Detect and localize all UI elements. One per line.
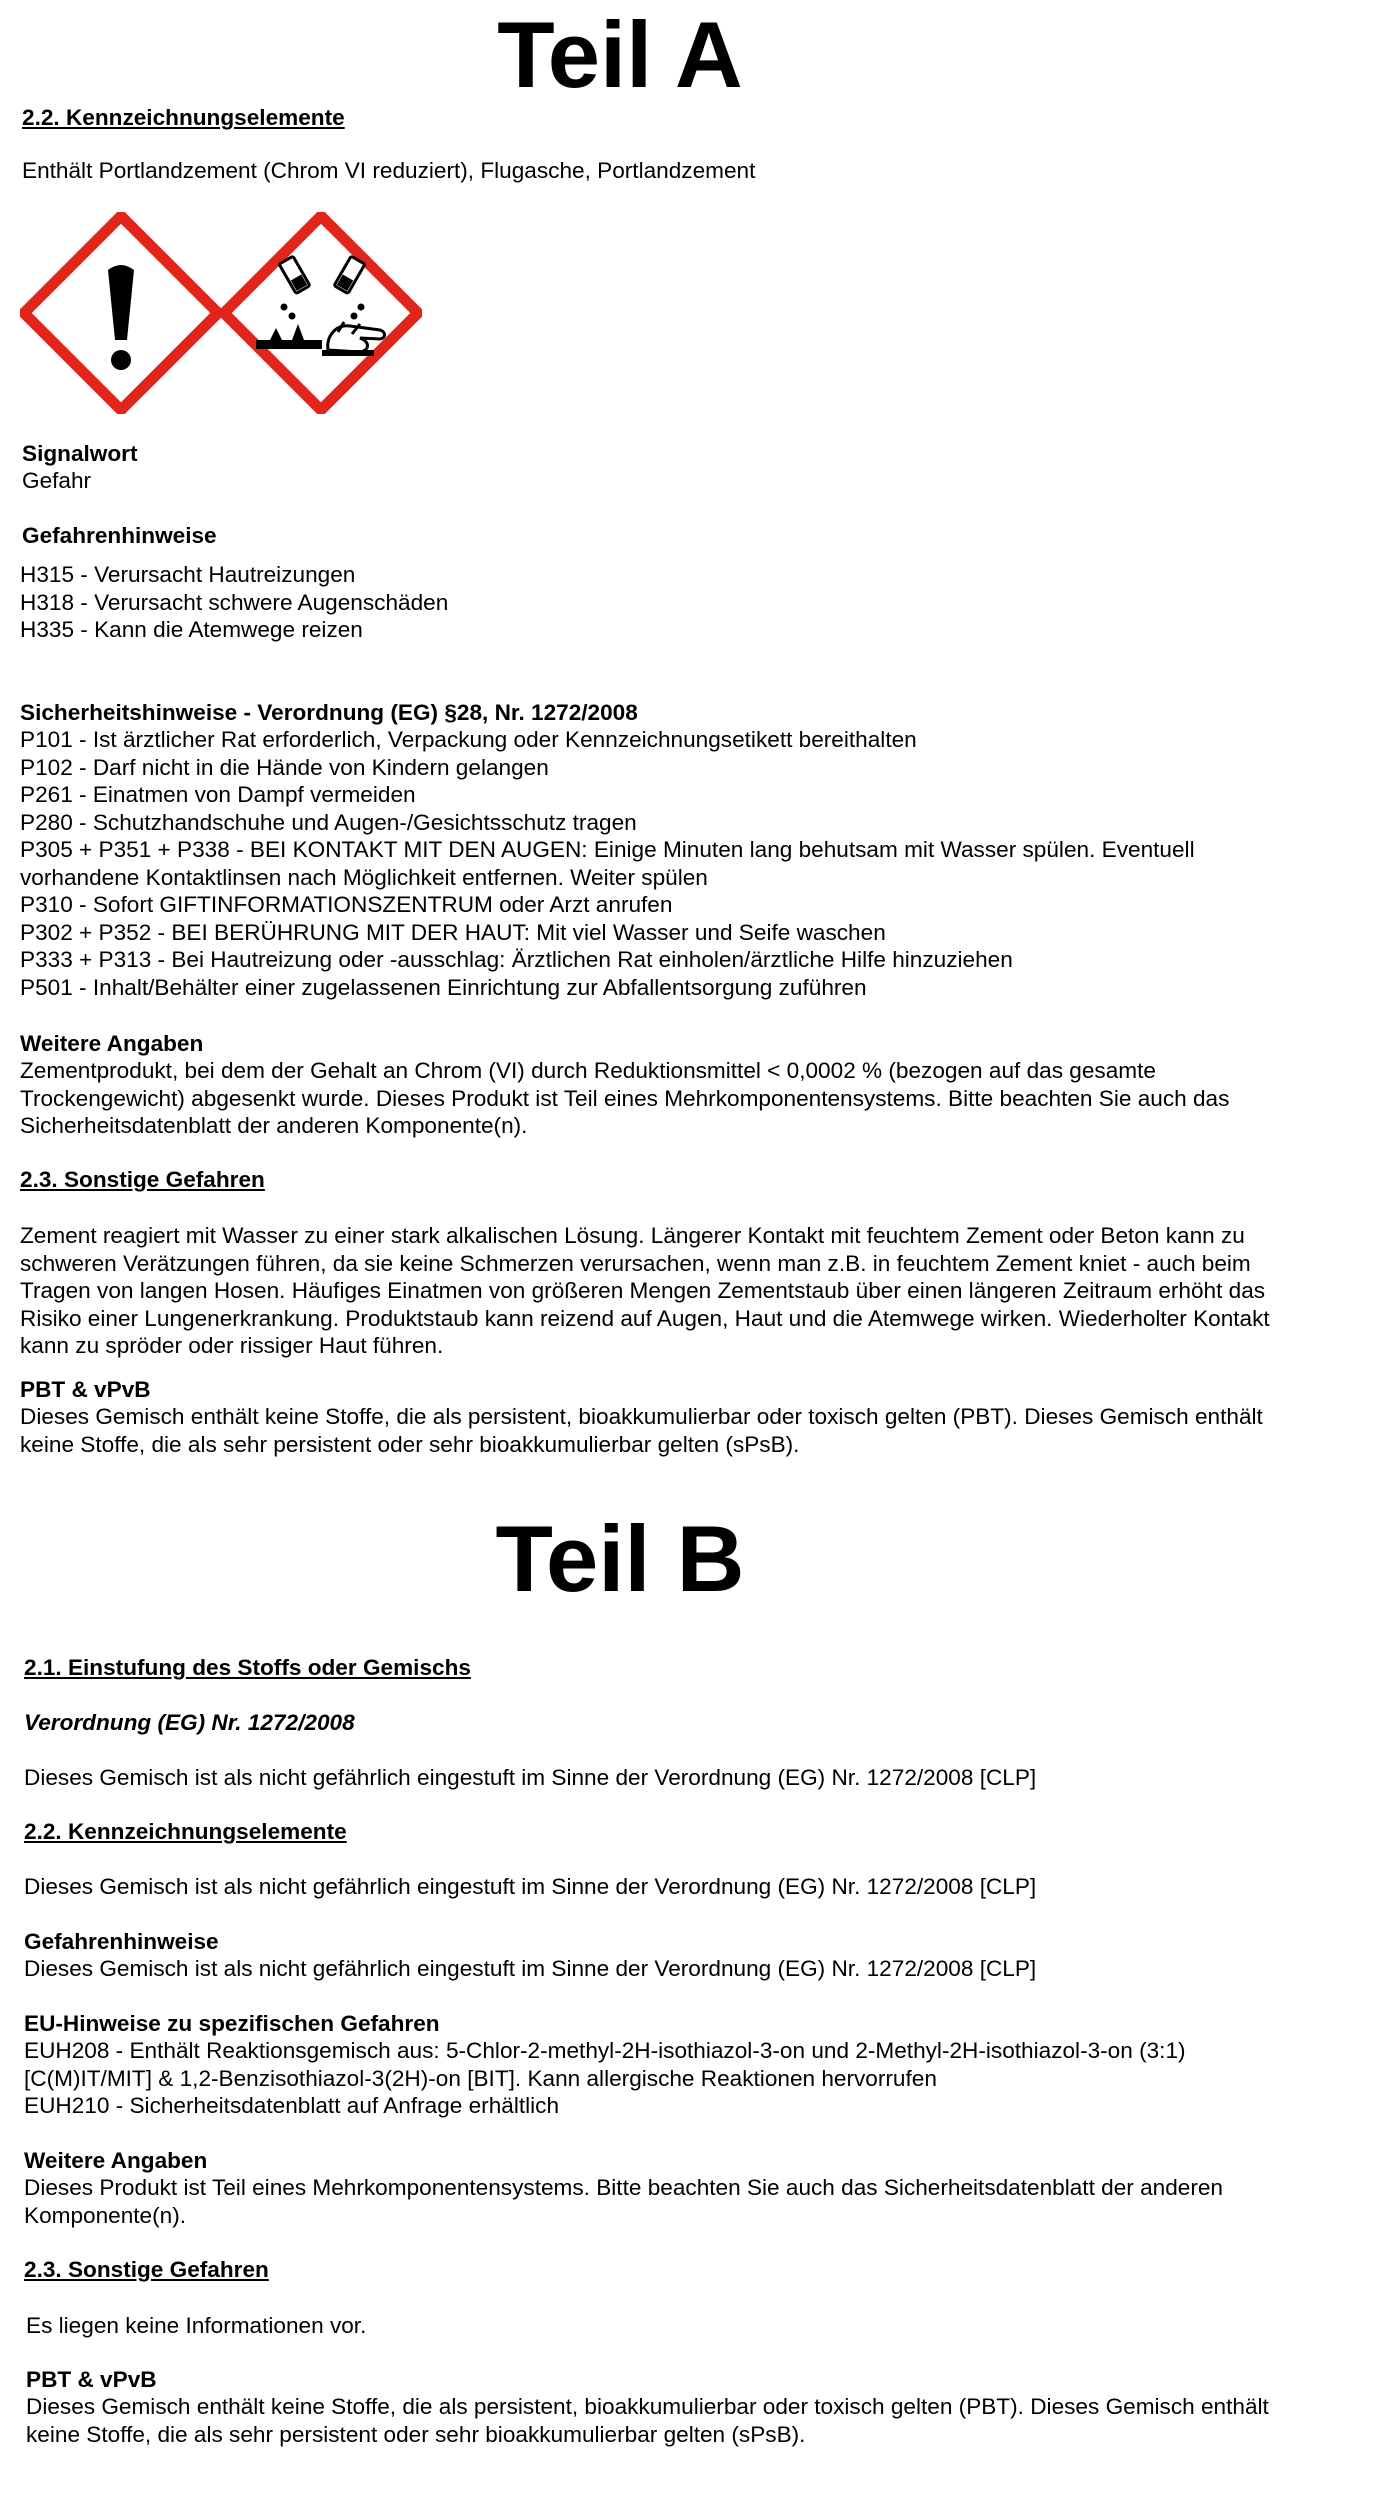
- teil-b-labelling-text: Dieses Gemisch ist als nicht gefährlich eingestuft im Sinne der Verordnung (EG) Nr. 1272/2008 [CLP]: [24, 1874, 1037, 1899]
- euh-statement: EUH210 - Sicherheitsdatenblatt auf Anfrage erhältlich: [24, 2093, 560, 2118]
- precaution-statement: P305 + P351 + P338 - BEI KONTAKT MIT DEN AUGEN: Einige Minuten lang behutsam mit Wasser spülen. Eventuell: [20, 837, 1195, 862]
- paragraph-line: Tragen von langen Hosen. Häufiges Einatmen von größeren Mengen Zementstaub über einen längeren Zeitraum erhöht das: [20, 1278, 1266, 1303]
- precaution-statement: P102 - Darf nicht in die Hände von Kindern gelangen: [20, 754, 549, 780]
- paragraph-line: keine Stoffe, die als sehr persistent oder sehr bioakkumulierbar gelten (sPsB).: [20, 1431, 800, 1457]
- teil-b-pbt-heading: PBT & vPvB: [26, 2367, 157, 2392]
- teil-b-hazard-heading: Gefahrenhinweise: [24, 1929, 219, 1954]
- paragraph-line: Risiko einer Lungenerkrankung. Produktstaub kann reizend auf Augen, Haut und die Atemwege wirken. Wiederholter Kontakt: [20, 1305, 1270, 1331]
- teil-a-title: Teil A: [497, 2, 743, 107]
- paragraph-line: Dieses Gemisch enthält keine Stoffe, die als persistent, bioakkumulierbar oder toxisch gelten (PBT). Dieses Gemisch enthält: [26, 2394, 1269, 2419]
- teil-b-section-2-3-heading: 2.3. Sonstige Gefahren: [24, 2257, 269, 2282]
- signal-word-heading: Signalwort: [22, 441, 138, 466]
- paragraph-line: Komponente(n).: [24, 2202, 187, 2228]
- precaution-statement: vorhandene Kontaktlinsen nach Möglichkeit entfernen. Weiter spülen: [20, 864, 708, 890]
- hazard-statement-list: [20, 561, 448, 644]
- precaution-statement: P101 - Ist ärztlicher Rat erforderlich, Verpackung oder Kennzeichnungsetikett bereithalten: [20, 727, 917, 752]
- hazard-statement: H318 - Verursacht schwere Augenschäden: [20, 589, 449, 615]
- exclamation-mark-icon: [20, 212, 222, 414]
- teil-a-further-text: [20, 1057, 1229, 1140]
- paragraph-line: Sicherheitsdatenblatt der anderen Komponente(n).: [20, 1113, 528, 1138]
- paragraph-line: Zementprodukt, bei dem der Gehalt an Chrom (VI) durch Reduktionsmittel < 0,0002 % (bezogen auf das gesamte: [20, 1058, 1156, 1083]
- teil-a-further-heading: Weitere Angaben: [20, 1031, 204, 1056]
- teil-b-further-text: [24, 2174, 1223, 2229]
- hazard-statement: H335 - Kann die Atemwege reizen: [20, 617, 363, 642]
- teil-a-pbt-heading: PBT & vPvB: [20, 1377, 151, 1402]
- euh-statement-list: [24, 2037, 1186, 2120]
- corrosion-icon: [220, 212, 422, 414]
- euh-statement: EUH208 - Enthält Reaktionsgemisch aus: 5-Chlor-2-methyl-2H-isothiazol-3-on und 2-Methyl-2H-isothiazol-3-on (3:1): [24, 2038, 1186, 2063]
- paragraph-line: Trockengewicht) abgesenkt wurde. Dieses Produkt ist Teil eines Mehrkomponentensystems. Bitte beachten Sie auch das: [20, 1085, 1230, 1111]
- teil-b-classification-text: Dieses Gemisch ist als nicht gefährlich eingestuft im Sinne der Verordnung (EG) Nr. 1272/2008 [CLP]: [24, 1765, 1037, 1790]
- precaution-statement-list: [20, 726, 1195, 1001]
- teil-b-section-2-1-heading: 2.1. Einstufung des Stoffs oder Gemischs: [24, 1655, 471, 1680]
- paragraph-line: Dieses Produkt ist Teil eines Mehrkomponentensystems. Bitte beachten Sie auch das Sicherheitsdatenblatt der anderen: [24, 2175, 1223, 2200]
- teil-b-hazard-text: Dieses Gemisch ist als nicht gefährlich eingestuft im Sinne der Verordnung (EG) Nr. 1272/2008 [CLP]: [24, 1956, 1037, 1981]
- teil-b-title: Teil B: [495, 1506, 745, 1611]
- precaution-statement: P302 + P352 - BEI BERÜHRUNG MIT DER HAUT: Mit viel Wasser und Seife waschen: [20, 919, 886, 945]
- signal-word: Gefahr: [22, 468, 92, 493]
- precaution-statement: P261 - Einatmen von Dampf vermeiden: [20, 782, 416, 807]
- teil-b-section-2-2-heading: 2.2. Kennzeichnungselemente: [24, 1819, 347, 1844]
- hazard-statement: H315 - Verursacht Hautreizungen: [20, 562, 356, 587]
- precaution-statement: P310 - Sofort GIFTINFORMATIONSZENTRUM oder Arzt anrufen: [20, 892, 673, 917]
- paragraph-line: Dieses Gemisch enthält keine Stoffe, die als persistent, bioakkumulierbar oder toxisch gelten (PBT). Dieses Gemisch enthält: [20, 1404, 1263, 1429]
- teil-b-further-heading: Weitere Angaben: [24, 2148, 208, 2173]
- precaution-statement: P501 - Inhalt/Behälter einer zugelassenen Einrichtung zur Abfallentsorgung zuführen: [20, 974, 867, 1000]
- teil-a-other-hazards-text: [20, 1222, 1270, 1360]
- teil-a-section-2-2-heading: 2.2. Kennzeichnungselemente: [22, 105, 345, 130]
- teil-a-pbt-text: [20, 1403, 1263, 1458]
- precaution-heading: Sicherheitshinweise - Verordnung (EG) §28, Nr. 1272/2008: [20, 700, 638, 725]
- precaution-statement: P333 + P313 - Bei Hautreizung oder -ausschlag: Ärztlichen Rat einholen/ärztliche Hilfe hinzuziehen: [20, 947, 1013, 972]
- paragraph-line: schweren Verätzungen führen, da sie keine Schmerzen verursachen, wenn man z.B. in feuchtem Zement kniet - auch beim: [20, 1250, 1251, 1276]
- euh-statement: [C(M)IT/MIT] & 1,2-Benzisothiazol-3(2H)-on [BIT]. Kann allergische Reaktionen hervorrufen: [24, 2065, 937, 2091]
- paragraph-line: keine Stoffe, die als sehr persistent oder sehr bioakkumulierbar gelten (sPsB).: [26, 2421, 806, 2447]
- teil-a-section-2-3-heading: 2.3. Sonstige Gefahren: [20, 1167, 265, 1192]
- teil-a-contains-text: Enthält Portlandzement (Chrom VI reduziert), Flugasche, Portlandzement: [22, 158, 756, 183]
- teil-b-other-hazards-text: Es liegen keine Informationen vor.: [26, 2313, 367, 2338]
- paragraph-line: Zement reagiert mit Wasser zu einer stark alkalischen Lösung. Längerer Kontakt mit feuchtem Zement oder Beton kann zu: [20, 1223, 1245, 1248]
- teil-b-pbt-text: [26, 2393, 1269, 2448]
- precaution-statement: P280 - Schutzhandschuhe und Augen-/Gesichtsschutz tragen: [20, 809, 637, 835]
- paragraph-line: kann zu spröder oder rissiger Haut führen.: [20, 1333, 444, 1358]
- teil-b-regulation: Verordnung (EG) Nr. 1272/2008: [24, 1710, 355, 1735]
- euh-heading: EU-Hinweise zu spezifischen Gefahren: [24, 2011, 440, 2036]
- teil-a-hazard-heading: Gefahrenhinweise: [22, 523, 217, 548]
